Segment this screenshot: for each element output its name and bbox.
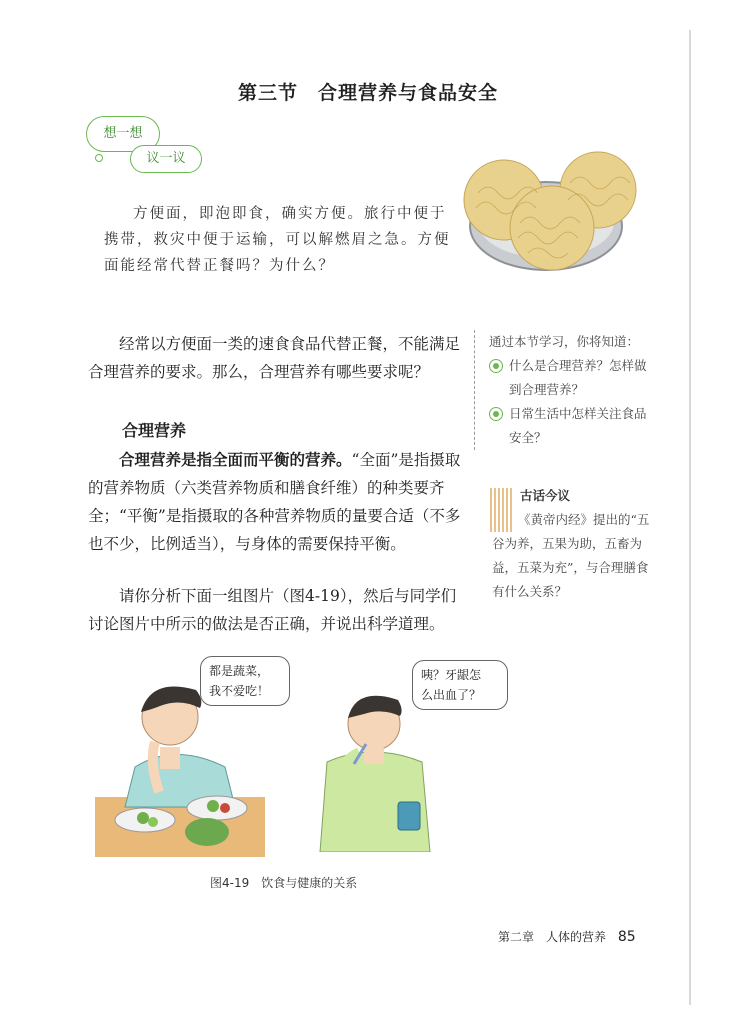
objective-text: 日常生活中怎样关注食品安全？ [509,406,647,445]
page-number: 85 [617,929,636,945]
page-edge [689,30,691,1005]
page-footer [498,928,636,945]
gu-hua-box [492,484,652,604]
think-text: 方便面，即泡即食，确实方便。旅行中便于携带，救灾中便于运输，可以解燃眉之急。方便面能经常代替正餐吗？为什么？ [104,205,451,274]
objective-text: 什么是合理营养？怎样做到合理营养？ [509,358,647,397]
page-title: 第三节 合理营养与食品安全 [237,82,498,104]
definition-rest: “全面”是指摄取的营养物质（六类营养物质和膳食纤维）的种类要齐全；“平衡”是指摄取的各种营养物质的量要合适（不多也不少，比例适当），与身体的需要保持平衡。 [88,451,461,553]
speech-bubble-right [412,660,508,710]
objective-item [489,354,657,402]
bubble-dot [95,154,103,162]
speech-line: 都是蔬菜， [209,664,270,678]
paragraph-intro: 经常以方便面一类的速食食品代替正餐，不能满足合理营养的要求。那么，合理营养有哪些要求呢？ [88,335,461,381]
gu-hua-text: 《黄帝内经》提出的“五谷为养，五果为助，五畜为益，五菜为充”，与合理膳食有什么关系？ [492,512,650,599]
section-heading: 合理营养 [122,421,187,440]
think-bubble: 想一想 [86,116,160,152]
instant-noodles-image [458,138,638,278]
definition-bold: 合理营养是指全面而平衡的营养。 [119,450,352,469]
speech-bubble-left [200,656,290,706]
gu-hua-title: 古话今议 [520,488,571,503]
chapter-label: 第二章 人体的营养 [498,930,607,944]
discuss-bubble: 议一议 [130,145,202,173]
speech-line: 咦？牙龈怎 [421,668,482,682]
figure-caption: 图4-19 饮食与健康的关系 [210,876,358,890]
paragraph-activity: 请你分析下面一组图片（图4-19），然后与同学们讨论图片中所示的做法是否正确，并说出科学道理。 [88,587,457,633]
learning-objectives [474,330,657,450]
bullet-icon [489,407,503,421]
scroll-icon [490,488,512,532]
speech-line: 我不爱吃！ [209,684,270,698]
bullet-icon [489,359,503,373]
paragraph-definition [88,446,462,558]
objectives-intro: 通过本节学习，你将知道： [489,334,640,349]
speech-line: 么出血了？ [421,688,482,702]
objective-item [489,402,657,450]
